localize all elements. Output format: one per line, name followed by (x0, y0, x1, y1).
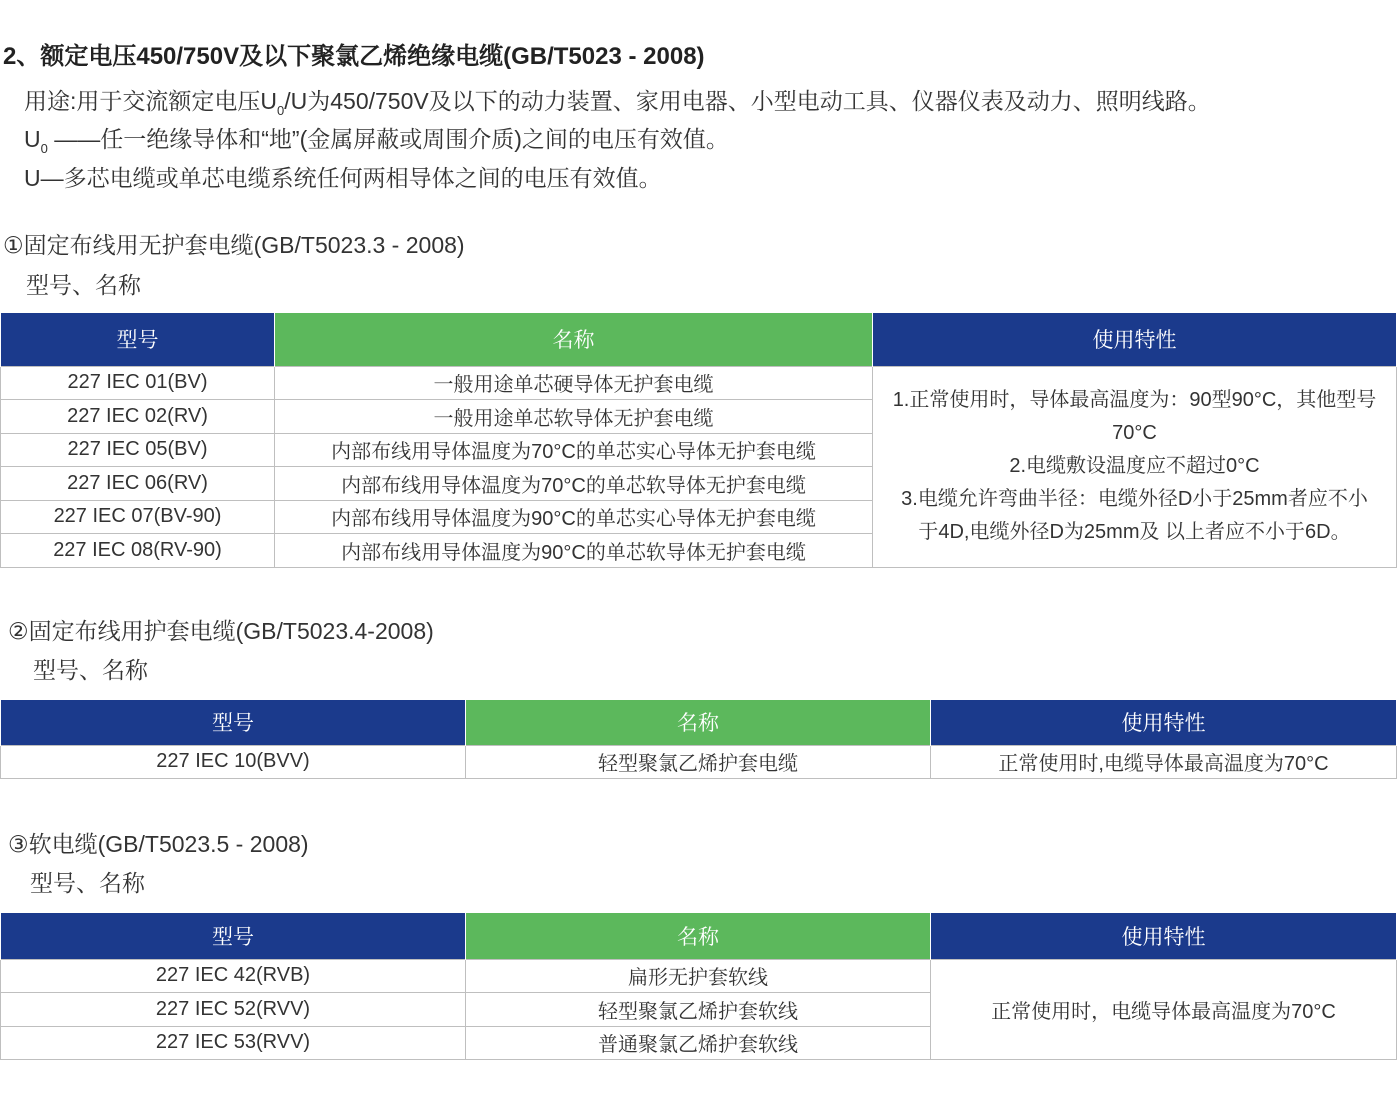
name-cell: 扁形无护套软线 (466, 959, 931, 992)
name-cell: 一般用途单芯软导体无护套电缆 (275, 399, 873, 433)
u0-definition-line (24, 121, 729, 154)
model-cell: 227 IEC 05(BV) (1, 433, 275, 466)
section-1-table (0, 313, 1397, 568)
feature-line: 70°C (1112, 422, 1157, 444)
feature-cell: 正常使用时，电缆导体最高温度为70°C (931, 959, 1397, 1059)
name-cell: 轻型聚氯乙烯护套电缆 (466, 745, 931, 778)
table-row (1, 366, 1397, 399)
feature-line: 1.正常使用时，导体最高温度为：90型90°C，其他型号 (892, 389, 1377, 411)
table-row (1, 959, 1397, 992)
u0-subscript: 0 (40, 141, 48, 156)
model-cell: 227 IEC 06(RV) (1, 466, 275, 500)
model-cell: 227 IEC 07(BV-90) (1, 500, 275, 533)
table-header-row (1, 700, 1397, 745)
table-header-row (1, 913, 1397, 959)
usage-pre: 用途:用于交流额定电压U (24, 88, 277, 114)
model-cell: 227 IEC 01(BV) (1, 366, 275, 399)
header-feature: 使用特性 (931, 913, 1397, 959)
usage-subscript: 0 (277, 103, 285, 118)
section-1-subtitle: 型号、名称 (26, 272, 141, 298)
page-title: 2、额定电压450/750V及以下聚氯乙烯绝缘电缆(GB/T5023 - 2008) (3, 43, 705, 70)
usage-post: /U为450/750V及以下的动力装置、家用电器、小型电动工具、仪器仪表及动力、照明线路。 (284, 88, 1211, 114)
model-cell: 227 IEC 52(RVV) (1, 992, 466, 1026)
name-cell: 内部布线用导体温度为70°C的单芯实心导体无护套电缆 (275, 433, 873, 466)
section-3-table (0, 913, 1397, 1060)
feature-line: 3.电缆允许弯曲半径：电缆外径D小于25mm者应不小 (901, 488, 1368, 510)
u0-label: U (24, 126, 41, 152)
header-feature: 使用特性 (931, 700, 1397, 745)
model-cell: 227 IEC 10(BVV) (1, 745, 466, 778)
name-cell: 一般用途单芯硬导体无护套电缆 (275, 366, 873, 399)
feature-line: 2.电缆敷设温度应不超过0°C (1009, 455, 1260, 477)
table-header-row (1, 313, 1397, 366)
model-cell: 227 IEC 02(RV) (1, 399, 275, 433)
usage-line (24, 83, 1211, 116)
u0-text: ——任一绝缘导体和“地”(金属屏蔽或周围介质)之间的电压有效值。 (54, 126, 729, 152)
section-2-title: ②固定布线用护套电缆(GB/T5023.4-2008) (8, 618, 434, 644)
feature-cell: 正常使用时,电缆导体最高温度为70°C (931, 745, 1397, 778)
feature-line: 于4D,电缆外径D为25mm及 以上者应不小于6D。 (918, 521, 1351, 543)
name-cell: 内部布线用导体温度为90°C的单芯软导体无护套电缆 (275, 533, 873, 567)
name-cell: 内部布线用导体温度为90°C的单芯实心导体无护套电缆 (275, 500, 873, 533)
u-definition-line: U—多芯电缆或单芯电缆系统任何两相导体之间的电压有效值。 (24, 165, 662, 191)
feature-cell (873, 366, 1397, 567)
header-name: 名称 (466, 700, 931, 745)
header-name: 名称 (275, 313, 873, 366)
name-cell: 内部布线用导体温度为70°C的单芯软导体无护套电缆 (275, 466, 873, 500)
header-feature: 使用特性 (873, 313, 1397, 366)
section-3-title: ③软电缆(GB/T5023.5 - 2008) (8, 831, 309, 857)
model-cell: 227 IEC 08(RV-90) (1, 533, 275, 567)
section-3-subtitle: 型号、名称 (30, 870, 145, 896)
section-2-subtitle: 型号、名称 (33, 657, 148, 683)
section-1-title: ①固定布线用无护套电缆(GB/T5023.3 - 2008) (3, 232, 465, 258)
model-cell: 227 IEC 53(RVV) (1, 1026, 466, 1059)
header-model: 型号 (1, 313, 275, 366)
table-row (1, 745, 1397, 778)
name-cell: 轻型聚氯乙烯护套软线 (466, 992, 931, 1026)
header-model: 型号 (1, 913, 466, 959)
header-name: 名称 (466, 913, 931, 959)
model-cell: 227 IEC 42(RVB) (1, 959, 466, 992)
section-2-table (0, 700, 1397, 779)
name-cell: 普通聚氯乙烯护套软线 (466, 1026, 931, 1059)
header-model: 型号 (1, 700, 466, 745)
